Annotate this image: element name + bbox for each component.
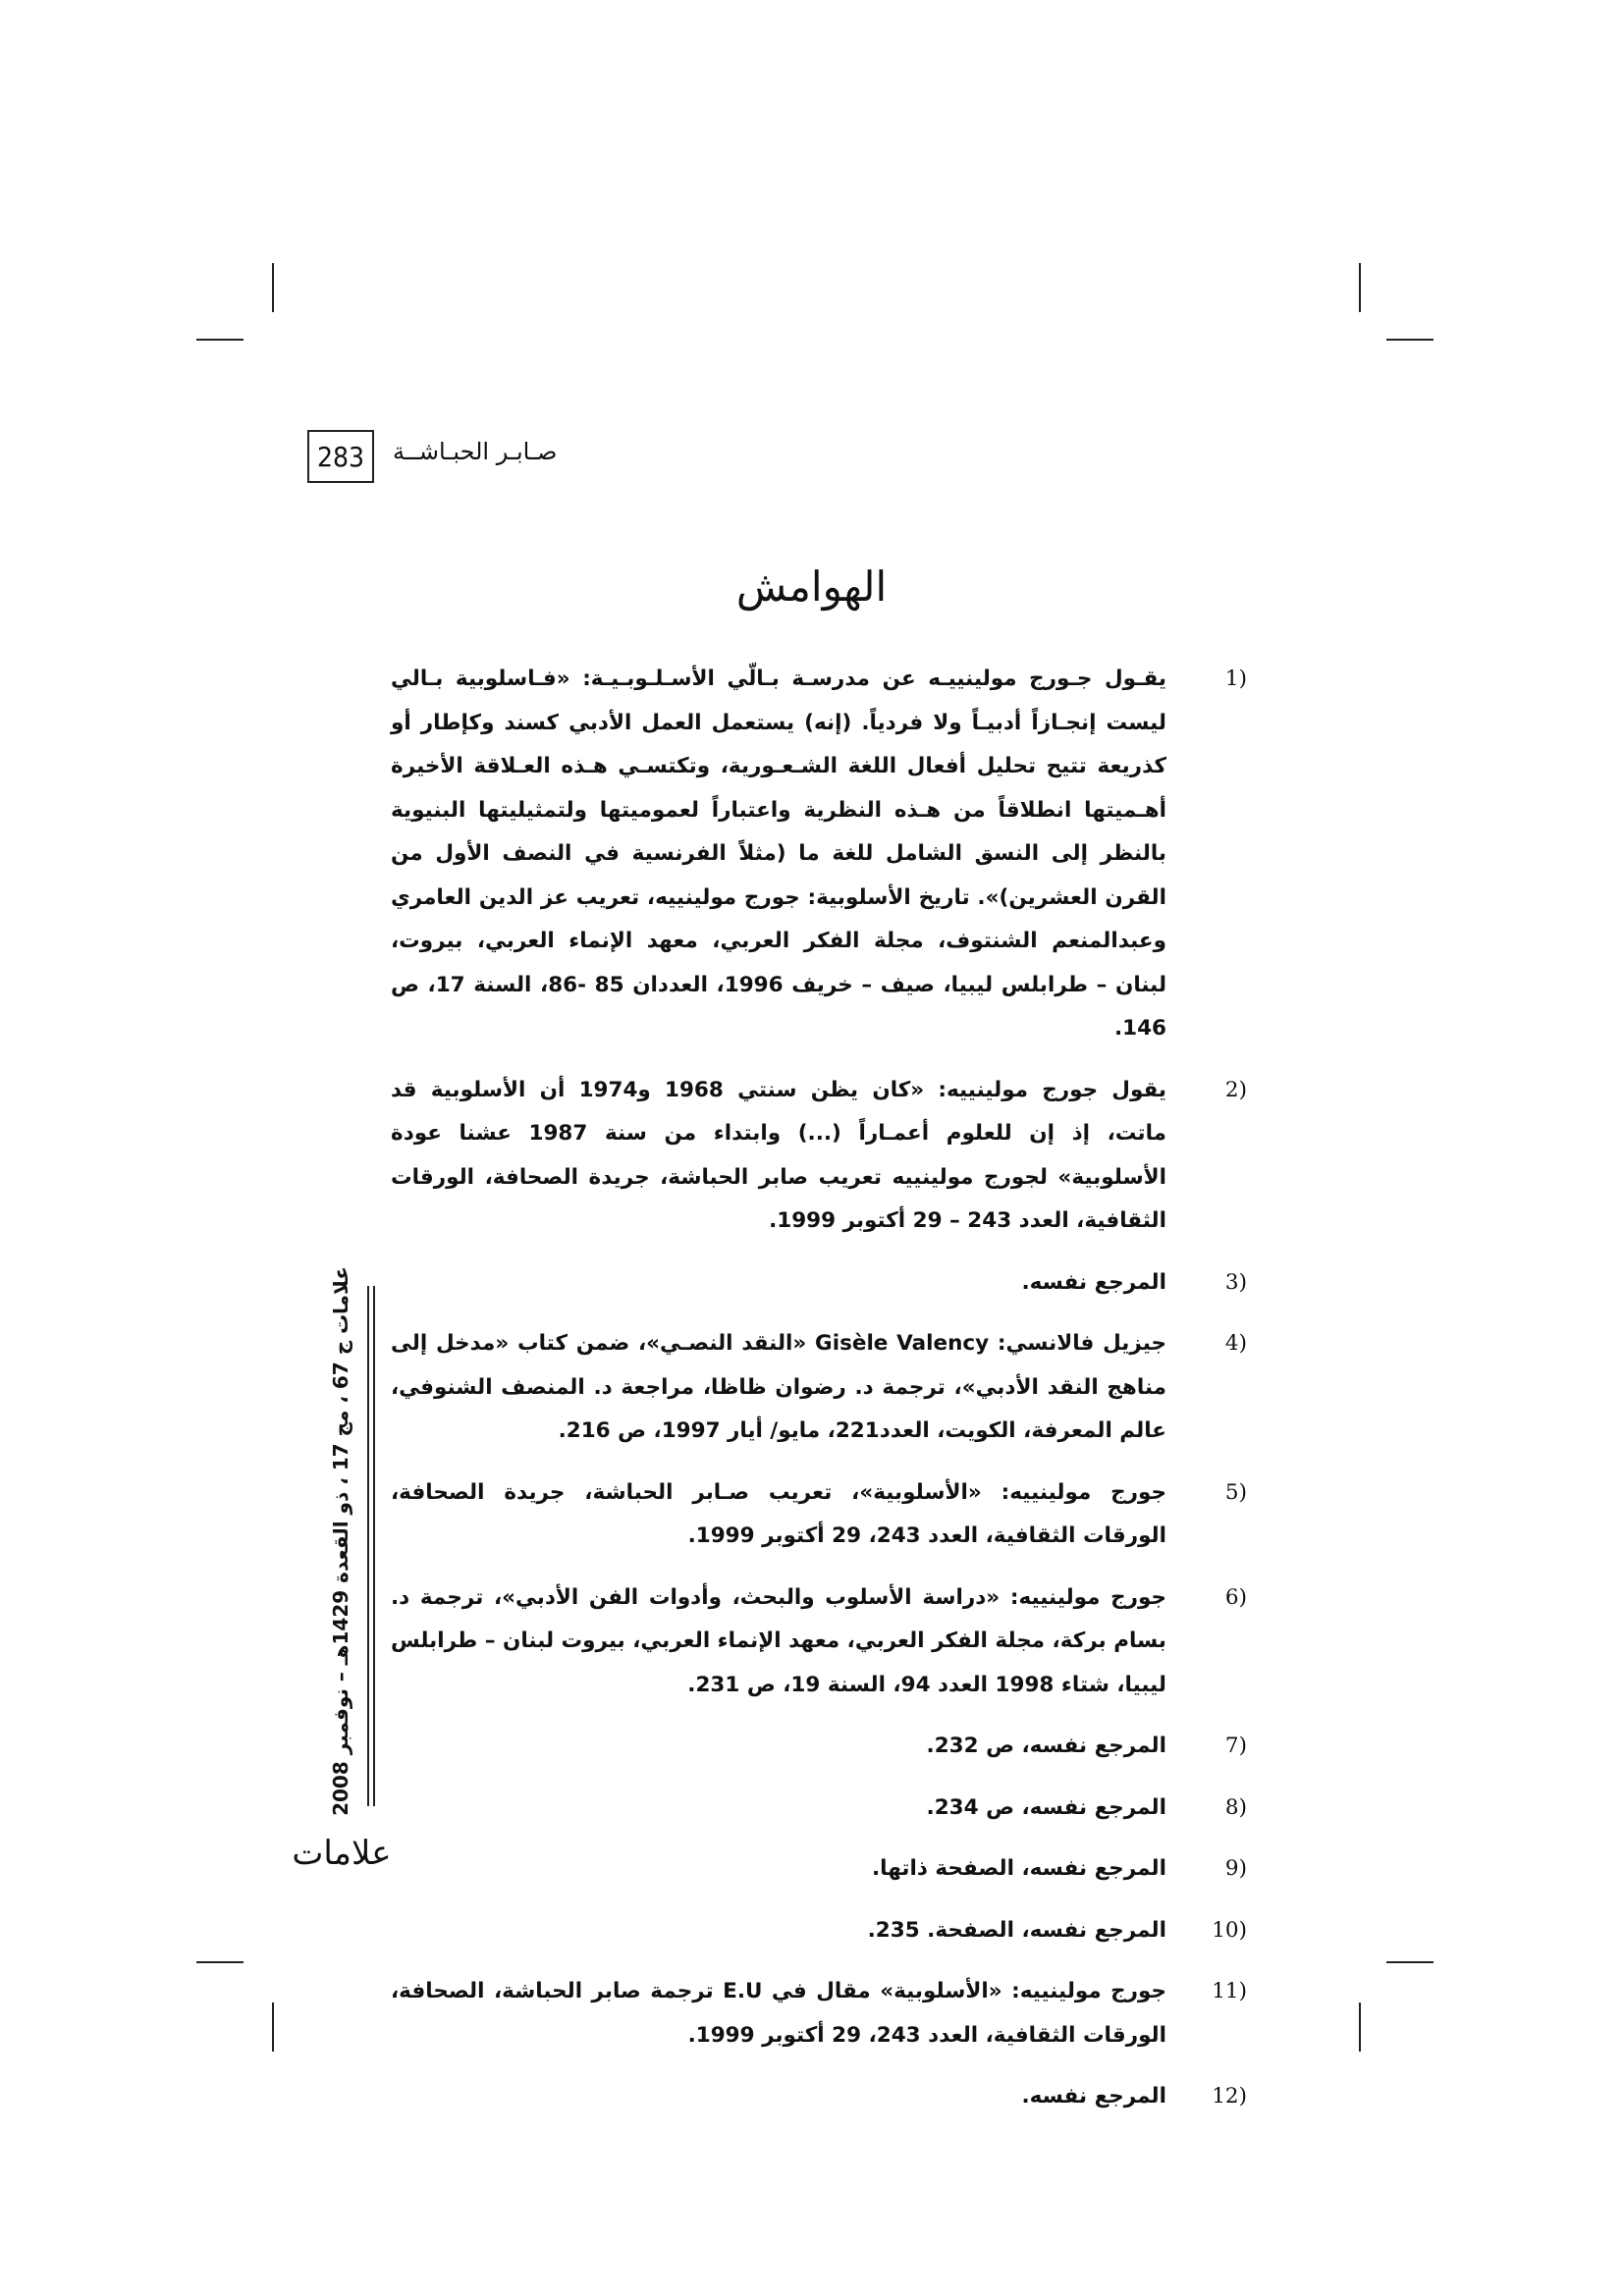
footnote-text: المرجع نفسه. [1021, 2084, 1166, 2109]
journal-issue-caption-text: علامات ج 67 ، مج 17 ، ذو القعدة 1429هـ – نوفمبر 2008 [328, 1266, 352, 1816]
footnote [391, 1322, 1247, 1454]
side-rule [367, 1286, 369, 1806]
journal-issue-caption [321, 1266, 360, 1816]
footnote-text: جورج مولينييه: «الأسلوبية»، تعريب صـابر الحباشة، جريدة الصحافة، الورقات الثقافية، العدد 243، 29 أكتوبر 1999. [391, 1479, 1166, 1548]
footnote [391, 1069, 1247, 1244]
section-title: الهوامش [735, 562, 888, 612]
footnote [391, 1471, 1247, 1559]
crop-mark-bottom-right [1359, 2002, 1361, 2052]
footnote-text: يقـول جـورج مولينييـه عن مدرسـة بـالّي الأسـلـوبـيـة: «فـاسلوبية بـالي ليست إنجـازاً أدبيـاً ولا فردياً. (إنه) يستعمل العمل الأدبي كسند وكإطار أو كذريعة تتيح تحليل أفعال اللغة الشـعـورية، وتكتسـي هـذه العـلاقة الأخيرة أهـميتها انطلاقاً من هـذه النظرية واعتباراً لعموميتها ولتمثيليتها البنيوية بالنظر إلى النسق الشامل للغة ما (مثلاً الفرنسية في النصف الأول من القرن العشرين)». تاريخ الأسلوبية: جورج مولينييه، تعريب عز الدين العامري وعبدالمنعم الشنتوف، مجلة الفكر العربي، معهد الإنماء العربي، بيروت، لبنان – طرابلس ليبيا، صيف – خريف 1996، العددان 85 -86، السنة 17، ص 146. [391, 667, 1167, 1041]
footnote-number: 12) [1212, 2084, 1247, 2109]
footnote-number: 6) [1224, 1584, 1247, 1610]
footnote-number: 1) [1224, 667, 1247, 691]
footnote-number: 2) [1224, 1077, 1247, 1102]
footnote-text: المرجع نفسه، الصفحة. 235. [867, 1917, 1166, 1943]
footnote-text: جيزيل فالانسي: Gisèle Valency «النقد النصـي»، ضمن كتاب «مدخل إلى مناهج النقد الأدبي»، ترجمة د. رضوان ظاظا، مراجعة د. المنصف الشنوفي، عالم المعرفة، الكويت، العدد221، مايو/ أيار 1997، ص 216. [391, 1331, 1167, 1443]
footnote [391, 2075, 1247, 2119]
footnote-text: المرجع نفسه، ص 232. [926, 1734, 1166, 1758]
footnote-number: 11) [1212, 1979, 1247, 2003]
crop-mark-bottom-left [272, 2002, 274, 2052]
footnote-number: 9) [1224, 1856, 1247, 1881]
footnote [391, 1576, 1247, 1708]
footnote-number: 10) [1212, 1917, 1247, 1943]
page-number: 283 [307, 430, 374, 483]
footnote-text: جورج مولينييه: «الأسلوبية» مقال في E.U ترجمة صابر الحباشة، الصحافة، الورقات الثقافية، العدد 243، 29 أكتوبر 1999. [391, 1979, 1167, 2048]
footnote [391, 1787, 1247, 1831]
footnote-number: 3) [1224, 1269, 1247, 1295]
footnote [391, 1909, 1247, 1953]
footnote-text: المرجع نفسه، ص 234. [926, 1794, 1166, 1820]
footnotes-list [391, 658, 1247, 2137]
crop-mark-top-left-h [196, 339, 243, 341]
footnote-text: المرجع نفسه. [1021, 1269, 1166, 1295]
journal-logo: علامات [292, 1834, 392, 1873]
footnote-text: يقول جورج مولينييه: «كان يظن سنتي 1968 و1974 أن الأسلوبية قد ماتت، إذ إن للعلوم أعمـاراً (...) وابتداء من سنة 1987 عشنا عودة الأسلوبية» لجورج مولينييه تعريب صابر الحباشة، جريدة الصحافة، الورقات الثقافية، العدد 243 – 29 أكتوبر 1999. [391, 1077, 1166, 1233]
crop-mark-top-left [272, 263, 274, 312]
footnote [391, 1725, 1247, 1769]
footnote [391, 1261, 1247, 1306]
crop-mark-top-right-h [1386, 339, 1434, 341]
crop-mark-top-right [1359, 263, 1361, 312]
footnote-text: جورج مولينييه: «دراسة الأسلوب والبحث، وأدوات الفن الأدبي»، ترجمة د. بسام بركة، مجلة الفكر العربي، معهد الإنماء العربي، بيروت لبنان – طرابلس ليبيا، شتاء 1998 العدد 94، السنة 19، ص 231. [391, 1584, 1166, 1697]
footnote-text: المرجع نفسه، الصفحة ذاتها. [871, 1856, 1166, 1881]
footnote [391, 1970, 1247, 2057]
footnote-number: 7) [1224, 1734, 1247, 1758]
footnote-number: 5) [1224, 1479, 1247, 1505]
footnote [391, 658, 1247, 1051]
footnote-number: 4) [1224, 1331, 1247, 1356]
crop-mark-bottom-right-h [1386, 1961, 1434, 1963]
footnote [391, 1847, 1247, 1892]
side-rule [373, 1286, 375, 1806]
footnote-number: 8) [1224, 1794, 1247, 1820]
crop-mark-bottom-left-h [196, 1961, 243, 1963]
running-header-author: صـابـر الحبـاشــة [393, 438, 558, 465]
